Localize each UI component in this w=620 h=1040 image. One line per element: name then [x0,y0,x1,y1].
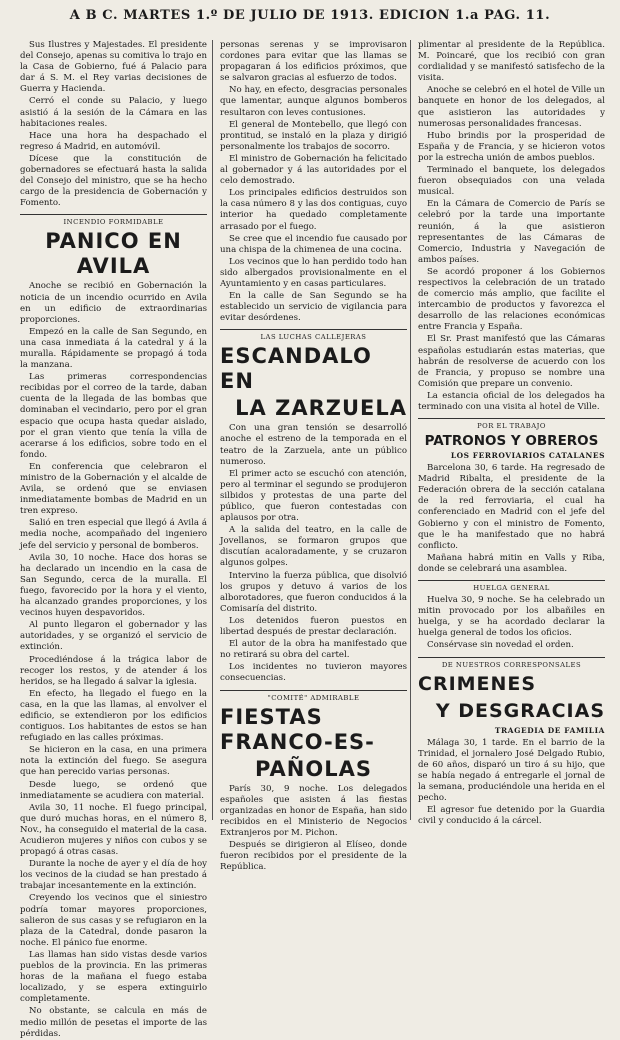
paragraph: Con una gran tensión se desarrolló anoche el estreno de la temporada en el teatro de la Zarzuela, ante un público numeroso. [220,423,407,467]
paragraph: Dícese que la constitución de gobernadores se efectuará hasta la salida del Consejo del ministro, que se ha hecho cargo de la presidencia de Gobernación y Fomento. [20,153,207,209]
column-3 [418,40,605,827]
paragraph: Al punto llegaron el gobernador y las autoridades, y se organizó el servicio de extinción. [20,620,207,653]
column-rule [212,40,213,820]
paragraph: El primer acto se escuchó con atención, pero al terminar el segundo se produjeron silbidos y protestas de una parte del público, que fueron contestadas con aplausos por otra. [220,468,407,524]
article-headline: ESCANDALO EN [220,344,372,394]
paragraph: A la salida del teatro, en la calle de Jovellanos, se formaron grupos que discutían acaloradamente, y se cruzaron algunos golpes. [220,525,407,569]
paragraph: Hace una hora ha despachado el regreso á Madrid, en automóvil. [20,130,207,152]
paragraph: En la calle de San Segundo se ha establecido un servicio de vigilancia para evitar desórdenes. [220,291,407,324]
article-headline: Y DESGRACIAS [435,699,605,722]
section-kicker: LAS LUCHAS CALLEJERAS [220,329,407,341]
paragraph: Terminado el banquete, los delegados fueron obsequiados con una velada musical. [418,165,605,198]
paragraph: La estancia oficial de los delegados ha terminado con una visita al hotel de Ville. [418,390,605,412]
paragraph: Los detenidos fueron puestos en libertad después de prestar declaración. [220,615,407,638]
paragraph: Las llamas han sido vistas desde varios pueblos de la provincia. En las primeras horas de la mañana el fuego estaba localizado, y se espera extinguirlo completamente. [20,949,207,1005]
page-header: A B C. MARTES 1.º DE JULIO DE 1913. EDICION 1.a PAG. 11. [69,8,551,23]
article-headline: PATRONOS Y OBREROS [424,433,599,450]
paragraph: No obstante, se calcula en más de medio millón de pesetas el importe de las pérdidas. [20,1006,207,1039]
paragraph: Anoche se celebró en el hotel de Ville un banquete en honor de los delegados, al que asistieron las autoridades y numerosas personalidades francesas. [418,85,605,129]
paragraph: Salió en tren especial que llegó á Avila á media noche, acompañado del ingeniero jefe del servicio y personal de bomberos. [20,518,207,551]
paragraph: El general de Montebello, que llegó con prontitud, se instaló en la plaza y dirigió personalmente los trabajos de socorro. [220,119,407,152]
section-kicker: POR EL TRABAJO [418,418,605,430]
paragraph: Los incidentes no tuvieron mayores consecuencias. [220,662,407,684]
section-kicker: INCENDIO FORMIDABLE [20,214,207,226]
paragraph: El Sr. Prast manifestó que las Cámaras españolas estudiarán estas materias, que habrán de resolverse de acuerdo con los de Francia, y propuso se nombre una Comisión que prepare un convenio. [418,334,605,389]
paragraph: Barcelona 30, 6 tarde. Ha regresado de Madrid Ribalta, el presidente de la Federación obrera de la sección catalana de la red ferroviaria, el cual ha conferenciado en Madrid con el jefe del Gobierno y con el ministro de Fomento, que le ha manifestado que no habrá conflicto. [418,463,605,551]
paragraph: Mañana habrá mitin en Valls y Riba, donde se celebrará una asamblea. [418,552,605,574]
paragraph: Consérvase sin novedad el orden. [427,640,574,651]
paragraph: En efecto, ha llegado el fuego en la casa, en la que las llamas, al envolver el edificio, se extendieron por los edificios contiguos. Los habitantes de estos se han refugiado en las calles próximas. [20,688,207,744]
paragraph: El autor de la obra ha manifestado que no retirará su obra del cartel. [220,639,407,661]
article-headline: PAÑOLAS [255,756,372,781]
paragraph: Cerró el conde su Palacio, y luego asistió á la sesión de la Cámara en las habitaciones reales. [20,96,207,129]
paragraph: Anoche se recibió en Gobernación la noticia de un incendio ocurrido en Avila en un edificio de extraordinarias proporciones. [20,281,207,325]
section-kicker: DE NUESTROS CORRESPONSALES [418,657,605,669]
dateline-paragraph: Avila 30, 11 noche. El fuego principal, que duró muchas horas, en el número 8, Nov., ha conseguido el material de la casa. Acudieron mujeres y niños con cubos y se propagó á otras casas. [20,802,207,858]
article-headline: FIESTAS FRANCO-ES- [220,704,375,754]
paragraph: Málaga 30, 1 tarde. En el barrio de la Trinidad, el jornalero José Delgado Rubio, de 60 años, disparó un tiro á su hijo, que se había negado á entregarle el jornal de la semana, produciéndole una herida en el pecho. [418,737,605,803]
article-subheadline: TRAGEDIA DE FAMILIA [494,725,605,735]
paragraph: Durante la noche de ayer y el día de hoy los vecinos de la ciudad se han prestado á trabajar incesantemente en la extinción. [20,859,207,892]
paragraph: Las primeras correspondencias recibidas por el correo de la tarde, daban cuenta de la llegada de las bombas que dominaban el vecindario, pero por el gran espacio que ocupa hasta quedar aislado, por el gran viento que tenía la villa de acerarse á los edificios, sobre todo en el fondo. [20,372,207,460]
paragraph: Se hicieron en la casa, en una primera nota la extinción del fuego. Se asegura que han perecido varias personas. [20,745,207,778]
column-2 [220,40,407,873]
paragraph: Hubo brindis por la prosperidad de España y de Francia, y se hicieron votos por la estrecha unión de ambos pueblos. [418,130,605,163]
paragraph: Creyendo los vecinos que el siniestro podría tomar mayores proporciones, salieron de sus casas y se refugiaron en la plaza de la Catedral, donde pasaron la noche. El pánico fue enorme. [20,893,207,948]
paragraph: No hay, en efecto, desgracias personales que lamentar, aunque algunos bomberos resultaron con leves contusiones. [220,85,407,118]
paragraph: En la Cámara de Comercio de París se celebró por la tarde una importante reunión, á la que asistieron representantes de las Cámaras de Comercio, Industria y Navegación de ambos países. [418,199,605,265]
dateline-paragraph: Avila 30, 10 noche. Hace dos horas se ha declarado un incendio en la casa de San Segundo, cerca de la muralla. El fuego, favorecido por la hora y el viento, ha alcanzado grandes proporciones, y los vecinos huyen despavoridos. [20,552,207,619]
column-1 [20,40,207,1039]
paragraph: Sus Ilustres y Majestades. El presidente del Consejo, apenas su comitiva lo trajo en la Casa de Gobierno, fué á Palacio para dar á S. M. el Rey varias decisiones de Guerra y Hacienda. [20,40,207,95]
paragraph: El ministro de Gobernación ha felicitado al gobernador y á las autoridades por el celo demostrado. [220,153,407,187]
paragraph: Se acordó proponer á los Gobiernos respectivos la celebración de un tratado de comercio más amplio, que facilite el intercambio de productos y favorezca el desarrollo de las relaciones económicas entre Francia y España. [418,266,605,333]
article-headline: CRIMENES [418,672,537,695]
paragraph: Procediéndose á la trágica labor de recoger los restos, y de atender á los heridos, se ha llegado á salvar la iglesia. [20,654,207,687]
section-kicker: "COMITÉ" ADMIRABLE [220,690,407,702]
section-kicker: HUELGA GENERAL [418,580,605,592]
paragraph: Se cree que el incendio fue causado por una chispa de la chimenea de una cocina. [220,233,407,255]
paragraph: personas serenas y se improvisaron cordones para evitar que las llamas se propagaran á los edificios próximos, que se salvaron gracias al esfuerzo de todos. [220,40,407,84]
paragraph: Desde luego, se ordenó que inmediatamente se acudiera con material. [20,779,207,801]
article-headline: PANICO EN AVILA [45,229,182,279]
column-rule [410,40,411,820]
paragraph: Intervino la fuerza pública, que disolvió los grupos y detuvo á varios de los alborotadores, que fueron conducidos á la Comisaría del distrito. [220,570,407,614]
paragraph: plimentar al presidente de la República. M. Poincaré, que los recibió con gran cordialidad y se manifestó satisfecho de la visita. [418,40,605,84]
article-subheadline: LOS FERROVIARIOS CATALANES [450,451,605,461]
paragraph: El agresor fue detenido por la Guardia civil y conducido á la cárcel. [418,805,605,827]
article-headline: LA ZARZUELA [235,396,407,421]
paragraph: Huelva 30, 9 noche. Se ha celebrado un mitin provocado por los albañiles en huelga, y se ha acordado declarar la huelga general de todos los oficios. [418,595,605,639]
paragraph: En conferencia que celebraron el ministro de la Gobernación y el alcalde de Avila, se ordenó que se enviasen inmediatamente bombas de Madrid en un tren expreso. [20,461,207,517]
paragraph: Empezó en la calle de San Segundo, en una casa inmediata á la catedral y á la muralla. Rápidamente se propagó á toda la manzana. [20,326,207,371]
paragraph: Los vecinos que lo han perdido todo han sido albergados provisionalmente en el Ayuntamiento y en casas particulares. [220,256,407,289]
paragraph: París 30, 9 noche. Los delegados españoles que asisten á las fiestas organizadas en honor de España, han sido recibidos en el Ministerio de Negocios Extranjeros por M. Pichon. [220,783,407,838]
paragraph: Después se dirigieron al Elíseo, donde fueron recibidos por el presidente de la República. [220,839,407,873]
paragraph: Los principales edificios destruidos son la casa número 8 y las dos contiguas, cuyo interior ha quedado completamente arrasado por el fuego. [220,188,407,232]
